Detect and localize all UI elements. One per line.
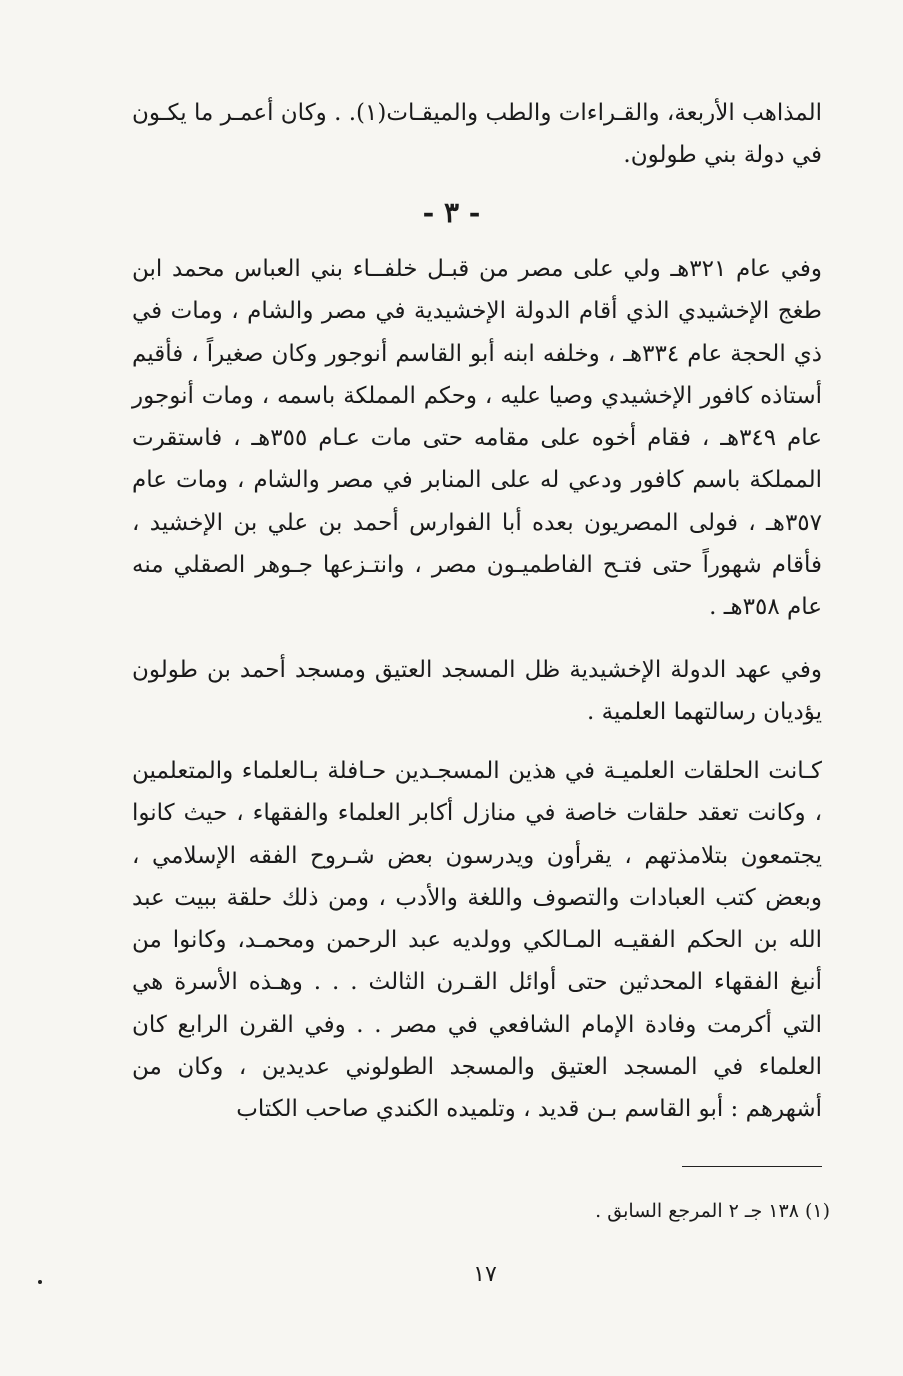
footnote: (١) ١٣٨ جـ ٢ المرجع السابق . xyxy=(595,1200,830,1222)
paragraph-ikhshidid-rulers: وفي عام ٣٢١هـ ولي على مصر من قبـل خلفــاء بني العباس محمد ابن طغج الإخشيدي الذي أقام الدولة الإخشيدية في مصر والشام ، ومات في ذي الحجة عام ٣٣٤هـ ، وخلفه ابنه أبو القاسم أنوجور وكان صغيراً ، فأقيم أستاذه كافور الإخشيدي وصيا عليه ، وحكم المملكة باسمه ، ومات أنوجور عام ٣٤٩هـ ، فقام أخوه على مقامه حتى مات عـام ٣٥٥هـ ، فاستقرت المملكة باسم كافور ودعي له على المنابر في مصر والشام ، ومات عام ٣٥٧هـ ، فولى المصريون بعده أبا الفوارس أحمد بن علي بن الإخشيد ، فأقام شهوراً حتى فتـح الفاطميـون مصر ، وانتـزعها جـوهر الصقلي منه عام ٣٥٨هـ . xyxy=(132,256,822,621)
scan-speck xyxy=(38,1280,42,1284)
page-number: ١٧ xyxy=(473,1262,497,1287)
footnote-divider xyxy=(682,1166,822,1167)
intro-paragraph: المذاهب الأربعة، والقـراءات والطب والميقـات(١). . وكان أعمـر ما يكـون في دولة بني طولون. xyxy=(132,100,822,169)
paragraph-scholarly-circles: كـانت الحلقات العلميـة في هذين المسجـدين حـافلة بـالعلماء والمتعلمين ، وكانت تعقد حلقات خاصة في منازل أكابر العلماء والفقهاء ، حيث كانوا يجتمعون بتلامذتهم ، يقرأون ويدرسون بعض شـروح الفقه الإسلامي ، وبعض كتب العبادات والتصوف واللغة والأدب ، ومن ذلك حلقة ببيت عبد الله بن الحكم الفقيـه المـالكي وولديه عبد الرحمن ومحمـد، وكانوا من أنبغ الفقهاء المحدثين حتى أوائل القـرن الثالث . . . وهـذه الأسرة هي التي أكرمت وفادة الإمام الشافعي في مصر . . وفي القرن الرابع كان العلماء في المسجد العتيق والمسجد الطولوني عديدين ، وكان من أشهرهم : أبو القاسم بـن قديد ، وتلميده الكندي صاحب الكتاب xyxy=(132,758,822,1123)
paragraph-mosques-mission: وفي عهد الدولة الإخشيدية ظل المسجد العتيق ومسجد أحمد بن طولون يؤديان رسالتهما العلمية . xyxy=(132,657,822,726)
section-number: - ٣ - xyxy=(422,196,481,229)
